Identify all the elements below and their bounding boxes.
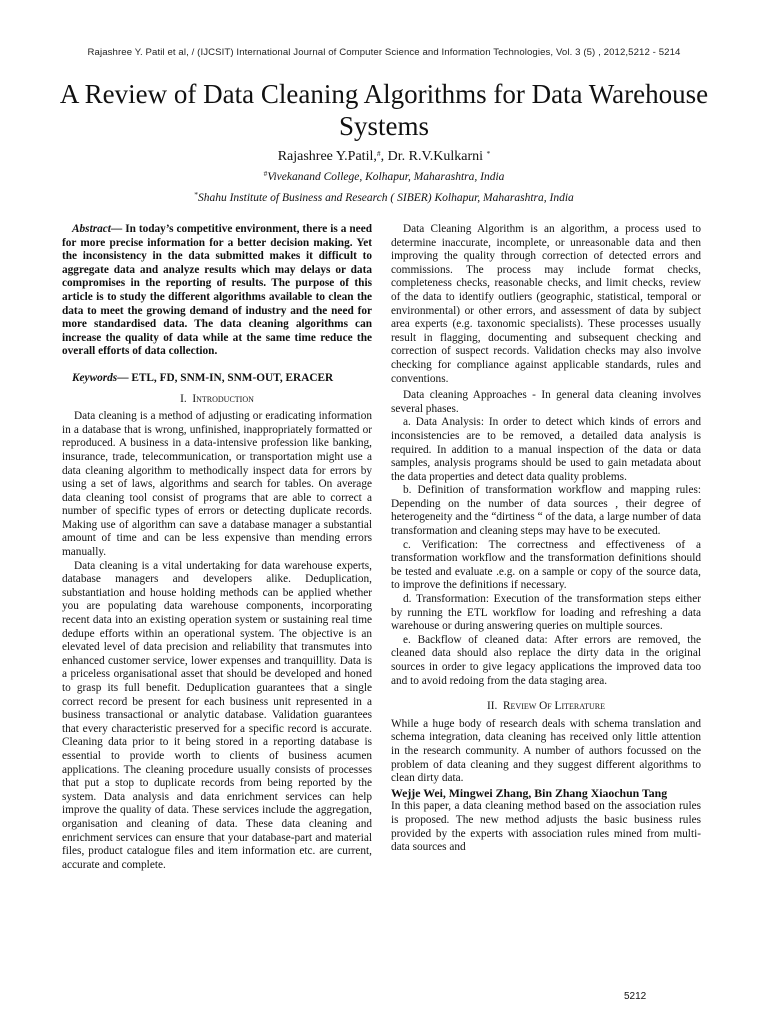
abstract (62, 223, 372, 359)
affiliation-mark: * (194, 190, 198, 199)
affiliation-text: Shahu Institute of Business and Research ( SIBER) Kolhapur, Maharashtra, India (197, 192, 574, 204)
body-paragraph: d. Transformation: Execution of the transformation steps either by running the ETL workflow for loading and refreshing a data warehouse or during answering queries on multiple sources. (391, 593, 701, 633)
abstract-text: — In today’s competitive environment, there is a need for more precise information for a better decision making. Yet the inconsistency in the data submitted makes it difficult to aggregate data and analyze results which may delays or data compromises in the reporting of results. The purpose of this article is to study the different algorithms available to clean the data to meet the growing demand of industry and the need for more standardised data. The data cleaning algorithms can increase the quality of data while at the same time reduce the overall efforts of data collection. (62, 223, 372, 358)
section-number: II. (486, 700, 498, 713)
body-paragraph: Data cleaning is a vital undertaking for data warehouse experts, database managers and developers alike. Deduplication, substantiation and house holding methods can be applied whether you are populating data warehouse components, incorporating recent data into an existing operation system or sustaining real time dedupe efforts within an operational system. The objective is an elevated level of data precision and reliability that transmutes into enhanced customer service, lower expenses and tranquillity. Data is a priceless organisational asset that should be developed and honed to grasp its full benefit. Deduplication guarantees that a single correct record be present for each business unit represented in a business transactional or analytic database. Validation guarantees that every characteristic preserved for a specific record is accurate. Cleaning data prior to it being stored in a reporting database is essential to provide worth to clients of business acumen applications. The cleaning procedure usually consists of processes that put a stop to duplicate records from being reported by the system. Data analysis and data enrichment services can help improve the quality of data. These services include the aggregation, organisation and cleaning of data. These data cleaning and enrichment services can ensure that your database-part and material files, product catalogue files and item information etc. are current, accurate and complete. (62, 559, 372, 871)
author-name: , Dr. R.V.Kulkarni (380, 149, 487, 164)
affiliation (0, 192, 768, 204)
cited-authors: Wejje Wei, Mingwei Zhang, Bin Zhang Xiaochun Tang (391, 785, 668, 800)
body-paragraph: Data cleaning is a method of adjusting or eradicating information in a database that is wrong, unfinished, inappropriately formatted or reproduced. A business in a data-intensive profession like banking, insurance, trade, telecommunication, or transportation might use a data cleaning algorithm to methodically inspect data for errors by using a set of laws, algorithms and search for tables. On average data cleaning tool consist of programs that are able to correct a number of specific types of errors or detecting duplicate records. Making use of algorithm can save a database manager a substantial amount of time and can be less expensive than mending errors manually. (62, 410, 372, 559)
author-mark: * (486, 149, 491, 158)
affiliation-text: Vivekanand College, Kolhapur, Maharashtra, India (267, 171, 505, 183)
section-title: Review Of Literature (503, 700, 606, 713)
body-paragraph: c. Verification: The correctness and effectiveness of a transformation workflow and the transformation definitions should be tested and evaluate .e.g. on a sample or copy of the source data, to improve the definitions if necessary. (391, 538, 701, 592)
author-mark: # (376, 149, 381, 158)
body-paragraph: b. Definition of transformation workflow and mapping rules: Depending on the number of data sources , their degree of heterogeneity and the “dirtiness “ of the data, a large number of data transformation and cleaning steps may have to be executed. (391, 484, 701, 538)
author-name: Rajashree Y.Patil, (277, 149, 377, 164)
abstract-label: Abstract (72, 223, 111, 235)
section-title: Introduction (192, 392, 254, 405)
keywords-text: — ETL, FD, SNM-IN, SNM-OUT, ERACER (117, 371, 334, 384)
running-head: Rajashree Y. Patil et al, / (IJCSIT) International Journal of Computer Science and Information Technologies, Vol. 3 (5) , 2012,5212 - 5214 (87, 47, 681, 58)
affiliation-mark: # (263, 169, 268, 178)
affiliation (0, 171, 768, 183)
body-paragraph: Data Cleaning Algorithm is an algorithm, a process used to determine inaccurate, incomplete, or unreasonable data and then improving the quality through correction of detected errors and commissions. The process may include format checks, completeness checks, reasonable checks, and limit checks, review of the data to identify outliers (geographic, statistical, temporal or environmental) or other errors, and assessment of data by subject area experts (e.g. taxonomic specialists). These processes usually result in flagging, documenting and subsequent checking and correction of suspect records. Validation checks may also involve checking for compliance against applicable standards, rules and conventions. (391, 223, 701, 385)
left-column (62, 223, 372, 872)
right-column (391, 223, 701, 855)
section-number: I. (180, 392, 187, 405)
body-paragraph: While a huge body of research deals with schema translation and schema integration, data cleaning has received only little attention in the research community. A number of authors focussed on the problem of data cleaning and they suggest different algorithms to clean dirty data. (391, 717, 701, 785)
section-heading (391, 700, 701, 714)
body-paragraph: In this paper, a data cleaning method based on the association rules is proposed. The new method adjusts the basic business rules provided by the experts with association rules mined from multi-data sources and (391, 800, 701, 854)
author-list (0, 149, 768, 165)
page-number: 5212 (624, 991, 647, 1002)
section-heading (62, 393, 372, 407)
body-paragraph: e. Backflow of cleaned data: After errors are removed, the cleaned data should also replace the dirty data in the original sources in order to give legacy applications the improved data too and to avoid redoing from the data staging area. (391, 633, 701, 687)
body-paragraph: Data cleaning Approaches - In general data cleaning involves several phases. (391, 389, 701, 415)
body-paragraph: a. Data Analysis: In order to detect which kinds of errors and inconsistencies are to be removed, a detailed data analysis is required. In addition to a manual inspection of the data or data samples, analysis programs should be used to gain metadata about the data properties and detect data quality problems. (391, 416, 701, 483)
keywords-label: Keywords (72, 371, 118, 384)
paper-title: A Review of Data Cleaning Algorithms for Data Warehouse Systems (59, 79, 709, 141)
keywords (62, 372, 372, 386)
